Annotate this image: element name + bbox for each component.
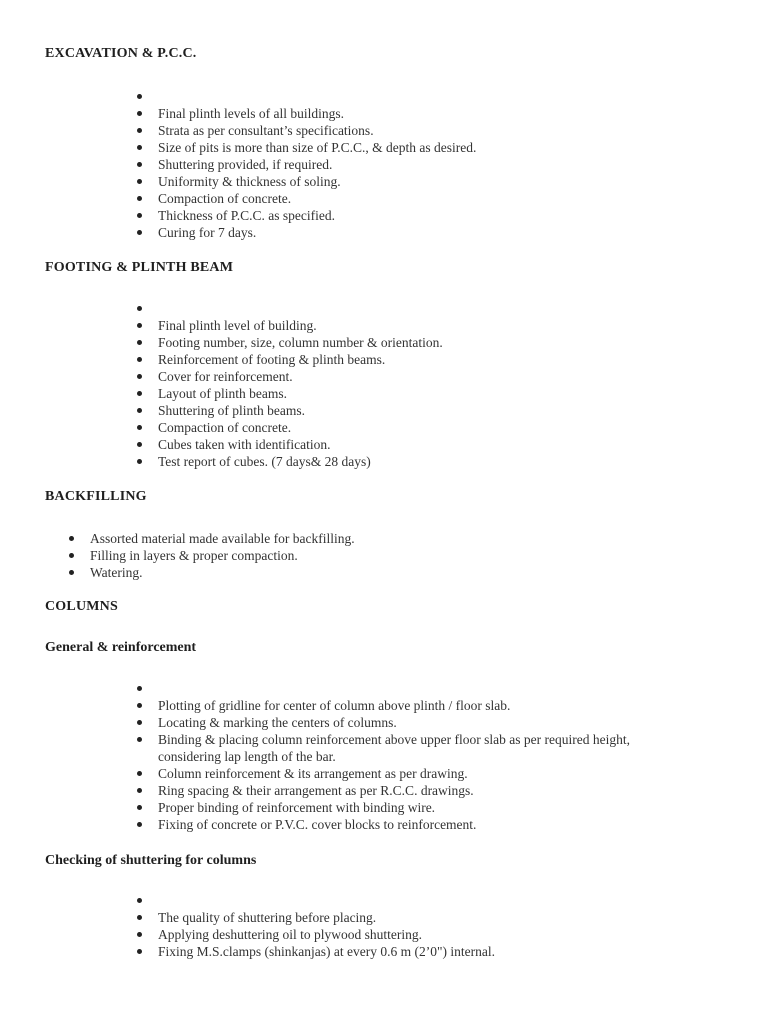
list-item: Compaction of concrete. (136, 419, 696, 436)
section-heading-columns: COLUMNS (45, 599, 118, 614)
list-item: Shuttering provided, if required. (136, 156, 696, 173)
list-item: Cover for reinforcement. (136, 368, 696, 385)
columns-shuttering-checklist (136, 892, 696, 960)
list-item: Filling in layers & proper compaction. (68, 547, 628, 564)
list-item: Cubes taken with identification. (136, 436, 696, 453)
subheading-shuttering-columns: Checking of shuttering for columns (45, 853, 257, 868)
list-item: Watering. (68, 564, 628, 581)
list-item: Compaction of concrete. (136, 190, 696, 207)
list-item: Plotting of gridline for center of column above plinth / floor slab. (136, 697, 676, 714)
list-item: Column reinforcement & its arrangement as per drawing. (136, 765, 676, 782)
list-item: Final plinth levels of all buildings. (136, 105, 696, 122)
list-item: Uniformity & thickness of soling. (136, 173, 696, 190)
list-item: Size of pits is more than size of P.C.C., & depth as desired. (136, 139, 696, 156)
section-heading-excavation: EXCAVATION & P.C.C. (45, 46, 197, 61)
section-heading-footing: FOOTING & PLINTH BEAM (45, 260, 234, 275)
backfilling-checklist (68, 530, 628, 581)
list-item (136, 892, 696, 909)
list-item: Binding & placing column reinforcement above upper floor slab as per required height, considering lap length of the bar. (136, 731, 676, 765)
list-item: Thickness of P.C.C. as specified. (136, 207, 696, 224)
list-item: Strata as per consultant’s specifications. (136, 122, 696, 139)
list-item (136, 300, 696, 317)
excavation-checklist (136, 88, 696, 241)
list-item: Applying deshuttering oil to plywood shuttering. (136, 926, 696, 943)
section-heading-backfilling: BACKFILLING (45, 489, 147, 504)
list-item: Fixing M.S.clamps (shinkanjas) at every 0.6 m (2’0") internal. (136, 943, 696, 960)
list-item: Locating & marking the centers of columns. (136, 714, 676, 731)
list-item: Final plinth level of building. (136, 317, 696, 334)
list-item: Test report of cubes. (7 days& 28 days) (136, 453, 696, 470)
list-item: The quality of shuttering before placing. (136, 909, 696, 926)
list-item: Shuttering of plinth beams. (136, 402, 696, 419)
list-item: Reinforcement of footing & plinth beams. (136, 351, 696, 368)
subheading-general-reinforcement: General & reinforcement (45, 640, 197, 655)
list-item (136, 88, 696, 105)
list-item: Proper binding of reinforcement with binding wire. (136, 799, 676, 816)
list-item (136, 680, 676, 697)
list-item: Ring spacing & their arrangement as per R.C.C. drawings. (136, 782, 676, 799)
list-item: Curing for 7 days. (136, 224, 696, 241)
list-item: Fixing of concrete or P.V.C. cover blocks to reinforcement. (136, 816, 676, 833)
list-item: Footing number, size, column number & orientation. (136, 334, 696, 351)
list-item: Assorted material made available for backfilling. (68, 530, 628, 547)
list-item: Layout of plinth beams. (136, 385, 696, 402)
footing-checklist (136, 300, 696, 470)
columns-general-checklist (136, 680, 676, 833)
